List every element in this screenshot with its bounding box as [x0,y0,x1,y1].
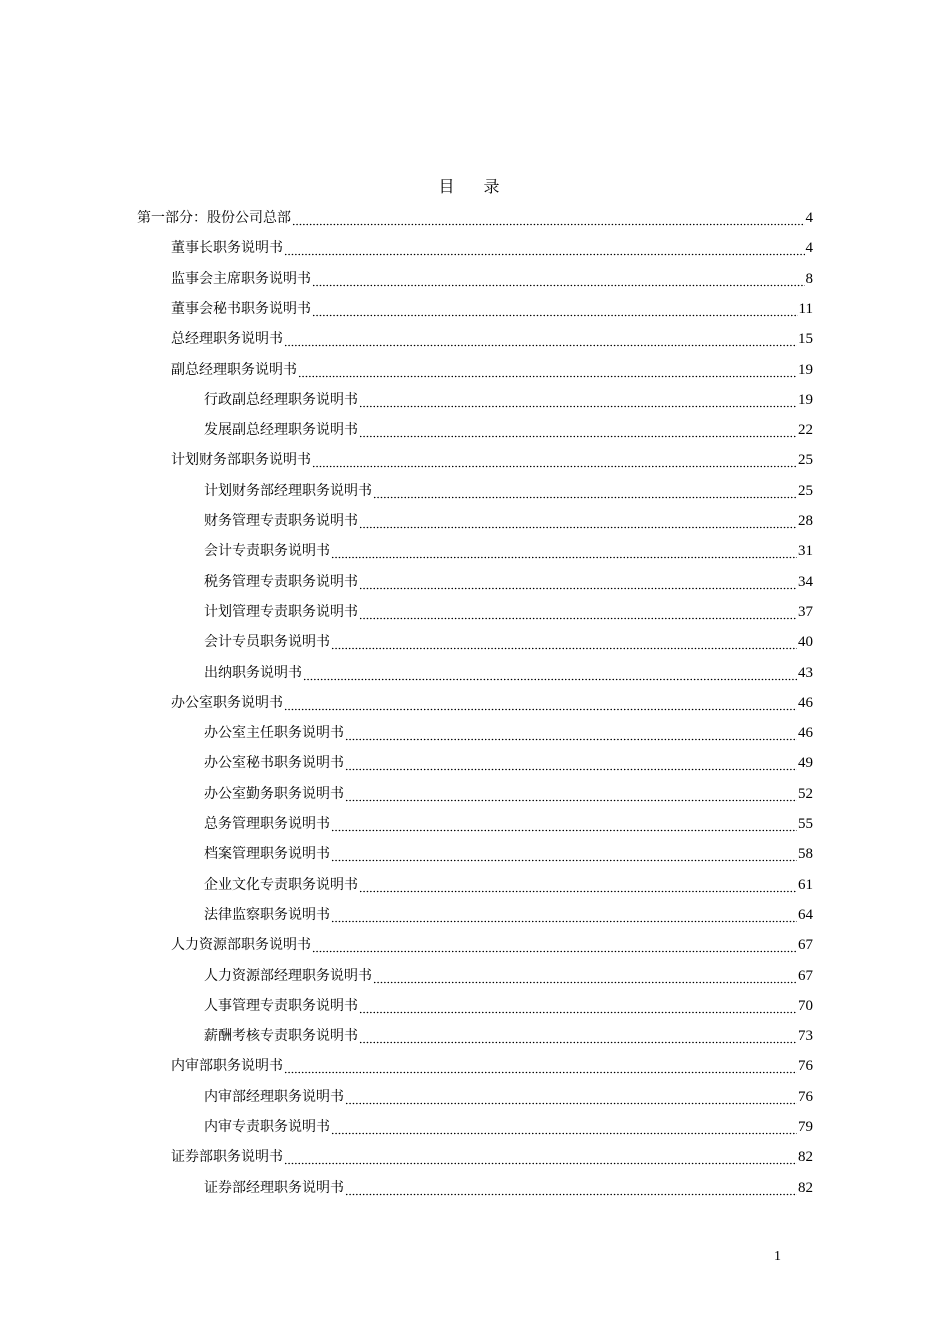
toc-entry-title: 办公室主任职务说明书 [204,725,344,742]
toc-dot-leader [303,658,797,688]
toc-entry-level-2[interactable] [171,445,813,475]
toc-entry-level-2[interactable] [171,930,813,960]
toc-dot-leader [312,445,797,475]
toc-entry-title: 副总经理职务说明书 [171,361,297,378]
toc-dot-leader [284,233,805,263]
toc-entry-page: 4 [805,240,813,257]
toc-entry-page: 67 [798,937,813,954]
toc-entry-page: 8 [805,270,813,287]
toc-entry-title: 第一部分：股份公司总部 [137,210,291,226]
toc-entry-title: 会计专员职务说明书 [204,634,330,651]
toc-entry-title: 会计专责职务说明书 [204,543,330,560]
toc-entry-level-3[interactable] [204,627,813,657]
toc-entry-level-3[interactable] [204,1173,813,1203]
toc-entry-title: 人力资源部职务说明书 [171,937,311,954]
toc-entry-level-2[interactable] [171,355,813,385]
toc-entry-page: 40 [798,634,813,651]
toc-entry-title: 档案管理职务说明书 [204,846,330,863]
toc-entry-title: 发展副总经理职务说明书 [204,422,358,439]
toc-entry-page: 61 [798,876,813,893]
toc-dot-leader [345,748,797,778]
toc-entry-page: 73 [798,1028,813,1045]
toc-dot-leader [359,597,797,627]
toc-dot-leader [298,355,797,385]
toc-entry-title: 总经理职务说明书 [171,331,283,348]
toc-dot-leader [359,870,797,900]
toc-entry-title: 人事管理专责职务说明书 [204,997,358,1014]
toc-dot-leader [331,536,797,566]
toc-entry-page: 25 [798,452,813,469]
toc-entry-page: 49 [798,755,813,772]
toc-entry-level-3[interactable] [204,415,813,445]
toc-entry-title: 人力资源部经理职务说明书 [204,967,372,984]
toc-entry-title: 税务管理专责职务说明书 [204,573,358,590]
toc-dot-leader [345,1082,797,1112]
toc-entry-level-2[interactable] [171,1051,813,1081]
toc-dot-leader [331,1112,797,1142]
toc-entry-level-2[interactable] [171,294,813,324]
toc-entry-page: 11 [798,300,813,317]
toc-entry-page: 70 [798,997,813,1014]
toc-entry-title: 总务管理职务说明书 [204,816,330,832]
toc-dot-leader [331,627,797,657]
toc-entry-page: 43 [798,664,813,681]
toc-entry-page: 31 [798,543,813,560]
toc-entry-title: 计划财务部职务说明书 [171,452,311,469]
toc-entry-page: 67 [798,967,813,984]
toc-entry-title: 办公室秘书职务说明书 [204,755,344,772]
toc-entry-title: 董事会秘书职务说明书 [171,300,311,317]
toc-entry-level-3[interactable] [204,567,813,597]
toc-dot-leader [292,203,805,233]
toc-entry-page: 64 [798,906,813,923]
toc-entry-title: 内审部经理职务说明书 [204,1088,344,1105]
toc-entry-page: 34 [798,573,813,590]
toc-dot-leader [373,961,797,991]
toc-entry-level-3[interactable] [204,506,813,536]
toc-dot-leader [373,476,797,506]
toc-entry-level-3[interactable] [204,658,813,688]
toc-entry-title: 企业文化专责职务说明书 [204,876,358,893]
toc-entry-level-3[interactable] [204,597,813,627]
toc-entry-level-3[interactable] [204,1021,813,1051]
toc-entry-page: 46 [798,694,813,711]
toc-dot-leader [359,415,797,445]
toc-title: 目 录 [438,177,512,196]
toc-dot-leader [284,1142,797,1172]
toc-entry-level-2[interactable] [171,324,813,354]
toc-entry-level-3[interactable] [204,900,813,930]
toc-entry-level-3[interactable] [204,870,813,900]
toc-entry-page: 22 [798,422,813,439]
toc-entry-page: 82 [798,1149,813,1166]
toc-entry-page: 55 [798,816,813,832]
toc-entry-level-1[interactable] [137,203,813,233]
toc-entry-page: 19 [798,391,813,408]
toc-entry-title: 内审部职务说明书 [171,1058,283,1075]
toc-entry-title: 财务管理专责职务说明书 [204,513,358,529]
toc-entry-title: 出纳职务说明书 [204,664,302,681]
toc-dot-leader [331,809,797,839]
toc-entry-title: 计划财务部经理职务说明书 [204,482,372,499]
toc-entry-level-3[interactable] [204,991,813,1021]
toc-dot-leader [345,718,797,748]
toc-entry-level-3[interactable] [204,718,813,748]
toc-entry-title: 办公室勤务职务说明书 [204,785,344,802]
toc-dot-leader [359,991,797,1021]
toc-entry-title: 证券部职务说明书 [171,1149,283,1166]
toc-entry-title: 计划管理专责职务说明书 [204,603,358,620]
toc-entry-page: 79 [798,1119,813,1135]
toc-entry-level-3[interactable] [204,1082,813,1112]
toc-dot-leader [359,385,797,415]
toc-entry-page: 15 [798,331,813,348]
toc-entry-page: 76 [798,1058,813,1075]
toc-entry-title: 法律监察职务说明书 [204,906,330,923]
toc-entry-level-3[interactable] [204,748,813,778]
toc-entry-page: 4 [805,210,813,226]
toc-dot-leader [284,688,797,718]
toc-entry-title: 薪酬考核专责职务说明书 [204,1028,358,1045]
toc-entry-page: 52 [798,785,813,802]
toc-dot-leader [345,779,797,809]
toc-entry-level-2[interactable] [171,688,813,718]
toc-entry-page: 76 [798,1088,813,1105]
toc-dot-leader [284,324,797,354]
toc-entry-page: 25 [798,482,813,499]
page-number: 1 [774,1249,781,1264]
toc-entry-page: 19 [798,361,813,378]
toc-entry-page: 82 [798,1179,813,1196]
toc-entry-title: 行政副总经理职务说明书 [204,391,358,408]
toc-entry-level-3[interactable] [204,809,813,839]
toc-entry-level-2[interactable] [171,1142,813,1172]
toc-dot-leader [359,506,797,536]
toc-entry-title: 董事长职务说明书 [171,240,283,257]
toc-entry-level-3[interactable] [204,839,813,869]
toc-entry-level-3[interactable] [204,385,813,415]
toc-entry-title: 内审专责职务说明书 [204,1119,330,1135]
toc-entry-level-2[interactable] [171,264,813,294]
toc-entry-level-3[interactable] [204,961,813,991]
toc-entry-title: 证券部经理职务说明书 [204,1179,344,1196]
toc-dot-leader [312,294,798,324]
toc-dot-leader [359,567,797,597]
toc-entry-title: 监事会主席职务说明书 [171,270,311,287]
toc-entry-level-3[interactable] [204,476,813,506]
toc-dot-leader [312,264,805,294]
toc-dot-leader [359,1021,797,1051]
toc-dot-leader [312,930,797,960]
toc-entry-level-3[interactable] [204,779,813,809]
toc-entry-page: 28 [798,513,813,529]
toc-entry-level-3[interactable] [204,536,813,566]
toc-entry-title: 办公室职务说明书 [171,694,283,711]
toc-entry-level-3[interactable] [204,1112,813,1142]
toc-entry-page: 46 [798,725,813,742]
toc-dot-leader [331,839,797,869]
toc-entry-level-2[interactable] [171,233,813,263]
toc-entry-page: 58 [798,846,813,863]
toc-dot-leader [284,1051,797,1081]
toc-entry-page: 37 [798,603,813,620]
toc-dot-leader [345,1173,797,1203]
toc-dot-leader [331,900,797,930]
